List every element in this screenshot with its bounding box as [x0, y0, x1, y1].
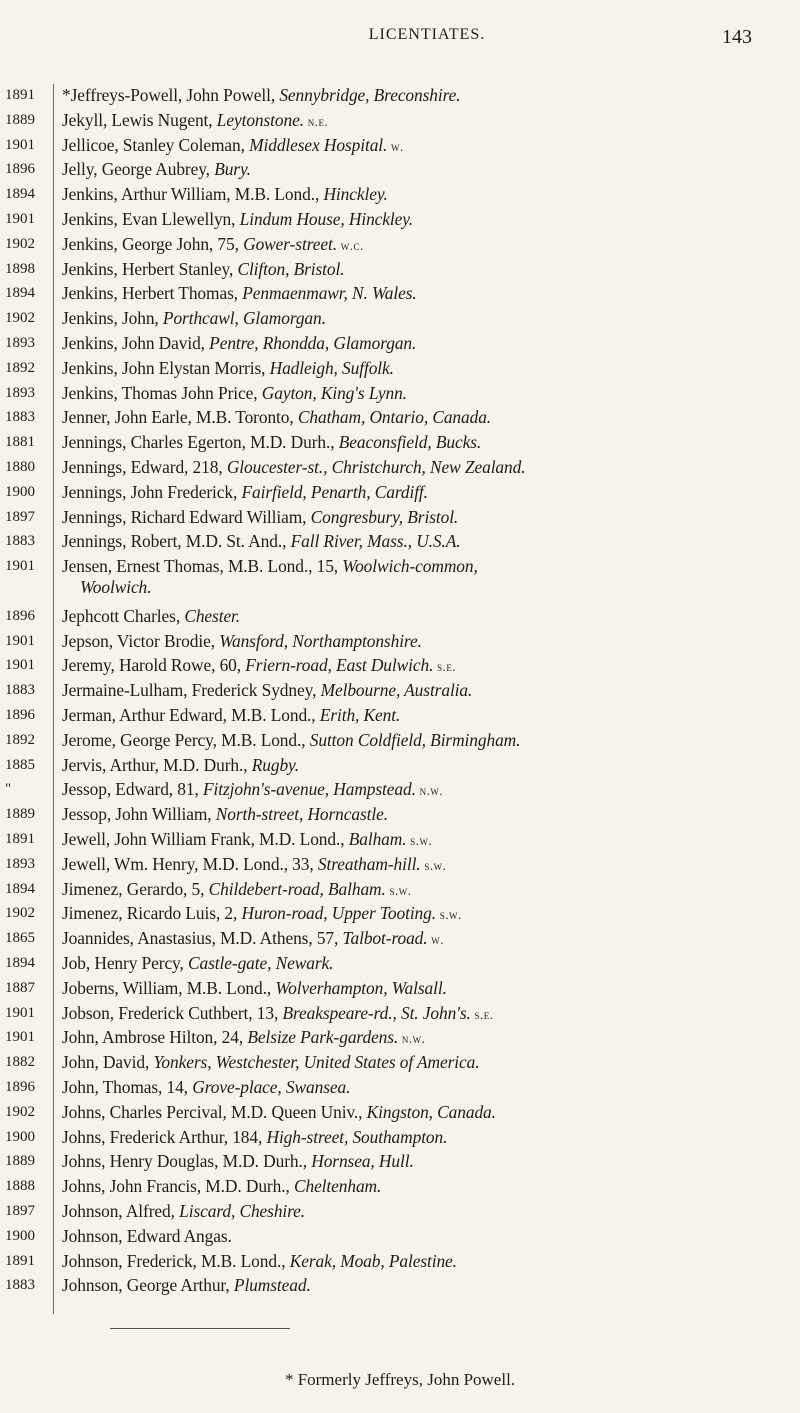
entry-place: High-street, Southampton.	[266, 1126, 448, 1147]
list-item	[62, 1225, 792, 1249]
entry-name: John, Thomas, 14,	[62, 1077, 193, 1097]
list-item	[62, 704, 792, 728]
entry-year: 1893	[5, 384, 35, 401]
entry-year: 1889	[5, 806, 35, 823]
entry-name: Johnson, Frederick, M.B. Lond.,	[62, 1250, 290, 1271]
entry-name: Jenkins, Herbert Thomas,	[62, 283, 243, 304]
list-item	[62, 382, 792, 406]
footnote-rule	[110, 1328, 290, 1329]
entry-name: Jenkins, John David,	[62, 333, 210, 353]
entry-name: Jenkins, Arthur William, M.B. Lond.,	[62, 184, 324, 205]
entry-year: 1896	[5, 1079, 35, 1095]
entry-name: Jenkins, Evan Llewellyn,	[62, 209, 240, 229]
entry-year: 1896	[5, 161, 35, 178]
list-item	[62, 233, 792, 257]
entry-year: 1892	[5, 359, 35, 376]
entry-year: 1900	[5, 1128, 35, 1145]
list-item	[62, 158, 792, 182]
list-item	[62, 1150, 792, 1174]
entry-year: 1896	[5, 707, 35, 723]
entry-name: Johns, Frederick Arthur, 184,	[62, 1126, 267, 1147]
entry-year: 1901	[5, 1004, 35, 1021]
entry-name: Jekyll, Lewis Nugent,	[62, 109, 217, 130]
entry-place: Clifton, Bristol.	[237, 258, 345, 279]
list-item	[62, 84, 792, 108]
entry-place: Gayton, King's Lynn.	[261, 382, 407, 403]
entry-name: John, David,	[62, 1052, 154, 1073]
list-item	[62, 109, 792, 133]
page-header	[112, 26, 752, 56]
entry-place: Sutton Coldfield, Birmingham.	[309, 729, 521, 750]
entry-place-continued: Woolwich.	[80, 577, 152, 597]
entry-year: 1901	[5, 657, 35, 674]
entry-postal-district: s.w.	[406, 833, 433, 848]
list-item	[62, 1026, 792, 1050]
entry-name: Jennings, Richard Edward William,	[62, 506, 311, 527]
list-item	[62, 1175, 792, 1199]
entry-postal-district: w.	[387, 138, 404, 154]
entry-name: Jessop, Edward, 81,	[62, 779, 203, 800]
list-item	[62, 853, 792, 877]
entry-place: Gloucester-st., Christchurch, New Zealand.	[226, 457, 526, 477]
list-item	[62, 778, 792, 802]
entry-name: Joannides, Anastasius, M.D. Athens, 57,	[62, 928, 343, 949]
list-item	[62, 977, 792, 1001]
list-item	[62, 1274, 792, 1298]
entry-year: 1883	[5, 1277, 35, 1294]
list-item	[62, 1250, 792, 1274]
entry-year: 1901	[5, 632, 35, 649]
entry-place: Woolwich-common,	[342, 556, 478, 577]
list-item	[62, 506, 792, 530]
entry-place: Wolverhampton, Walsall.	[275, 977, 447, 998]
entry-place: Fitzjohn's-avenue, Hampstead.	[202, 779, 416, 800]
entry-place: Childebert-road, Balham.	[208, 878, 386, 899]
entry-place: Grove-place, Swansea.	[192, 1077, 351, 1097]
entry-year: 1896	[5, 607, 35, 624]
list-item	[62, 927, 792, 951]
list-item	[62, 134, 792, 158]
entry-place: Chatham, Ontario, Canada.	[297, 407, 492, 428]
entry-name: Joberns, William, M.B. Lond.,	[62, 977, 276, 998]
entry-name: Jensen, Ernest Thomas, M.B. Lond., 15,	[62, 556, 343, 577]
entry-year: 1889	[5, 111, 35, 128]
entry-name: Jepson, Victor Brodie,	[62, 630, 220, 651]
list-item	[62, 605, 792, 629]
entry-name: Jeremy, Harold Rowe, 60,	[62, 655, 246, 676]
entry-year: "	[5, 781, 12, 798]
entry-name: Jenkins, George John, 75,	[62, 233, 244, 254]
entry-place: Yonkers, Westchester, United States of America.	[153, 1052, 480, 1073]
list-item	[62, 282, 792, 306]
list-item	[62, 406, 792, 430]
entry-year: 1883	[5, 533, 35, 550]
list-item	[62, 1200, 792, 1224]
entry-year: 1891	[5, 1252, 35, 1269]
entry-year: 1889	[5, 1153, 35, 1170]
entry-place: Congresbury, Bristol.	[310, 506, 459, 527]
entry-year: 1892	[5, 731, 35, 748]
list-item	[62, 481, 792, 505]
entry-place: Porthcawl, Glamorgan.	[162, 308, 326, 329]
entry-place: Friern-road, East Dulwich.	[245, 655, 434, 676]
entry-place: Kerak, Moab, Palestine.	[289, 1250, 457, 1271]
list-item	[62, 307, 792, 331]
entry-place: Bury.	[214, 159, 251, 180]
entry-name: Jenner, John Earle, M.B. Toronto,	[62, 407, 298, 428]
entry-place: Melbourne, Australia.	[320, 680, 473, 701]
entry-name: *Jeffreys-Powell, John Powell,	[62, 85, 280, 105]
list-item	[62, 803, 792, 827]
entry-place: Hinckley.	[323, 184, 388, 205]
entry-name: Johns, Charles Percival, M.D. Queen Univ.,	[62, 1101, 367, 1122]
entry-year: 1902	[5, 905, 35, 922]
entry-year: 1894	[5, 285, 35, 302]
list-item	[62, 357, 792, 381]
entry-name: Jephcott Charles,	[62, 605, 185, 626]
entry-name: Jewell, Wm. Henry, M.D. Lond., 33,	[62, 853, 318, 874]
entry-name: Jennings, John Frederick,	[62, 481, 242, 502]
entry-name: Johnson, Alfred,	[62, 1201, 180, 1221]
list-item	[62, 828, 792, 852]
entry-name: Jewell, John William Frank, M.D. Lond.,	[62, 829, 349, 849]
entry-year: 1902	[5, 235, 35, 252]
entry-year: 1897	[5, 1203, 35, 1219]
entry-place: Gower-street.	[243, 233, 337, 254]
entry-year: 1881	[5, 434, 35, 451]
list-item	[62, 679, 792, 703]
entry-place: Rugby.	[251, 754, 299, 775]
entry-name: Jellicoe, Stanley Coleman,	[62, 134, 250, 155]
entry-place: Kingston, Canada.	[366, 1101, 496, 1122]
entry-year: 1897	[5, 508, 35, 525]
entry-name: Jessop, John William,	[62, 804, 216, 825]
page-number: 143	[722, 26, 752, 48]
entry-name: Jobson, Frederick Cuthbert, 13,	[62, 1002, 283, 1023]
list-item	[62, 208, 792, 232]
entry-place: Leytonstone.	[216, 109, 304, 130]
list-item	[62, 332, 792, 356]
entry-year: 1898	[5, 260, 35, 277]
entry-name: Jermaine-Lulham, Frederick Sydney,	[62, 680, 321, 701]
list-item	[62, 878, 792, 902]
entry-name: Jennings, Robert, M.D. St. And.,	[62, 531, 291, 552]
entry-place: Wansford, Northamptonshire.	[219, 630, 422, 651]
list-item	[62, 729, 792, 753]
entry-year: 1888	[5, 1178, 35, 1195]
entry-name: Jimenez, Gerardo, 5,	[62, 878, 209, 899]
entry-place: Liscard, Cheshire.	[179, 1201, 306, 1221]
entry-postal-district: s.e.	[470, 1006, 494, 1022]
entry-place: Fairfield, Penarth, Cardiff.	[241, 481, 428, 502]
entry-place: Erith, Kent.	[319, 705, 401, 725]
entry-name: Jenkins, John Elystan Morris,	[62, 357, 270, 378]
entry-place: Belsize Park-gardens.	[247, 1027, 399, 1048]
entry-place: Huron-road, Upper Tooting.	[241, 903, 436, 924]
entry-name: Jenkins, John,	[62, 308, 163, 329]
entry-place: Streatham-hill.	[317, 853, 421, 874]
entry-year: 1891	[5, 87, 35, 103]
list-item	[62, 654, 792, 678]
entry-name: Jenkins, Herbert Stanley,	[62, 258, 238, 279]
entry-place: Penmaenmawr, N. Wales.	[242, 283, 417, 304]
entry-name: Jervis, Arthur, M.D. Durh.,	[62, 754, 252, 775]
list-item	[62, 456, 792, 480]
list-item	[62, 258, 792, 282]
entry-name: Johns, Henry Douglas, M.D. Durh.,	[62, 1151, 312, 1172]
entry-place: Balham.	[348, 829, 407, 849]
entry-name: Job, Henry Percy,	[62, 953, 189, 973]
entry-place: Hornsea, Hull.	[311, 1151, 414, 1172]
entry-postal-district: w.c.	[336, 237, 364, 253]
entry-postal-district: s.w.	[420, 857, 447, 873]
entry-postal-district: s.e.	[433, 659, 457, 675]
entry-year: 1883	[5, 409, 35, 426]
entry-year: 1883	[5, 682, 35, 699]
entry-year: 1900	[5, 483, 35, 500]
entry-place: Pentre, Rhondda, Glamorgan.	[209, 333, 417, 353]
footnote: * Formerly Jeffreys, John Powell.	[284, 1370, 516, 1389]
entry-year: 1893	[5, 855, 35, 872]
entry-year: 1902	[5, 310, 35, 327]
entry-year: 1901	[5, 136, 35, 153]
list-item	[62, 183, 792, 207]
entry-year: 1900	[5, 1227, 35, 1244]
list-item	[62, 431, 792, 455]
entry-place: Breakspeare-rd., St. John's.	[282, 1002, 471, 1023]
list-item	[62, 1002, 792, 1026]
entry-name: Jennings, Edward, 218,	[62, 457, 227, 477]
column-divider	[53, 84, 54, 1314]
entry-year: 1887	[5, 979, 35, 996]
entry-year: 1894	[5, 955, 35, 971]
entry-place: North-street, Horncastle.	[215, 804, 388, 825]
entry-year: 1893	[5, 335, 35, 351]
list-item	[62, 1076, 792, 1100]
entry-name: Jennings, Charles Egerton, M.D. Durh.,	[62, 432, 339, 453]
entry-year: 1901	[5, 558, 35, 575]
list-item	[62, 754, 792, 778]
entry-place: Hadleigh, Suffolk.	[269, 357, 394, 378]
page-title: LICENTIATES.	[368, 26, 486, 43]
entry-name: Johns, John Francis, M.D. Durh.,	[62, 1176, 294, 1197]
entry-year: 1885	[5, 756, 35, 773]
entry-year: 1865	[5, 930, 35, 947]
entry-name: Johnson, Edward Angas.	[62, 1225, 232, 1246]
entry-name: Jerman, Arthur Edward, M.B. Lond.,	[62, 705, 320, 725]
entry-place: Fall River, Mass., U.S.A.	[290, 531, 461, 552]
entry-year: 1882	[5, 1054, 35, 1071]
entry-name: Johnson, George Arthur,	[62, 1275, 234, 1296]
entry-postal-district: n.w.	[415, 783, 444, 799]
entry-year: 1901	[5, 1029, 35, 1046]
entry-name: John, Ambrose Hilton, 24,	[62, 1027, 248, 1048]
entry-year: 1894	[5, 186, 35, 203]
entry-name: Jenkins, Thomas John Price,	[62, 382, 262, 403]
entry-place: Sennybridge, Breconshire.	[279, 85, 461, 105]
entry-place: Castle-gate, Newark.	[188, 953, 334, 973]
entry-place: Cheltenham.	[293, 1176, 382, 1197]
entry-year: 1901	[5, 211, 35, 227]
entry-name: Jimenez, Ricardo Luis, 2,	[62, 903, 242, 924]
entry-place: Plumstead.	[233, 1275, 311, 1296]
entry-year: 1891	[5, 831, 35, 847]
entry-postal-district: w.	[427, 932, 445, 948]
entry-place: Chester.	[184, 605, 241, 626]
entry-postal-district: n.w.	[398, 1031, 426, 1047]
entry-postal-district: s.w.	[385, 882, 412, 898]
entry-place: Middlesex Hospital.	[249, 134, 388, 155]
list-item	[62, 1101, 792, 1125]
entry-year: 1894	[5, 880, 35, 897]
list-item	[62, 952, 792, 976]
entry-name: Jerome, George Percy, M.B. Lond.,	[62, 729, 310, 750]
entry-name: Jelly, George Aubrey,	[62, 159, 215, 180]
entry-place: Talbot-road.	[342, 928, 428, 949]
list-item	[62, 1051, 792, 1075]
list-item	[62, 902, 792, 926]
list-item	[62, 1126, 792, 1150]
entry-postal-district: n.e.	[303, 113, 329, 129]
entry-year: 1880	[5, 459, 35, 475]
entry-place: Beaconsfield, Bucks.	[338, 432, 482, 453]
entry-postal-district: s.w.	[436, 907, 462, 923]
entry-place: Lindum House, Hinckley.	[239, 209, 414, 229]
list-item	[62, 630, 792, 654]
entry-year: 1902	[5, 1103, 35, 1120]
entry-continuation	[62, 576, 792, 598]
list-item	[62, 530, 792, 554]
